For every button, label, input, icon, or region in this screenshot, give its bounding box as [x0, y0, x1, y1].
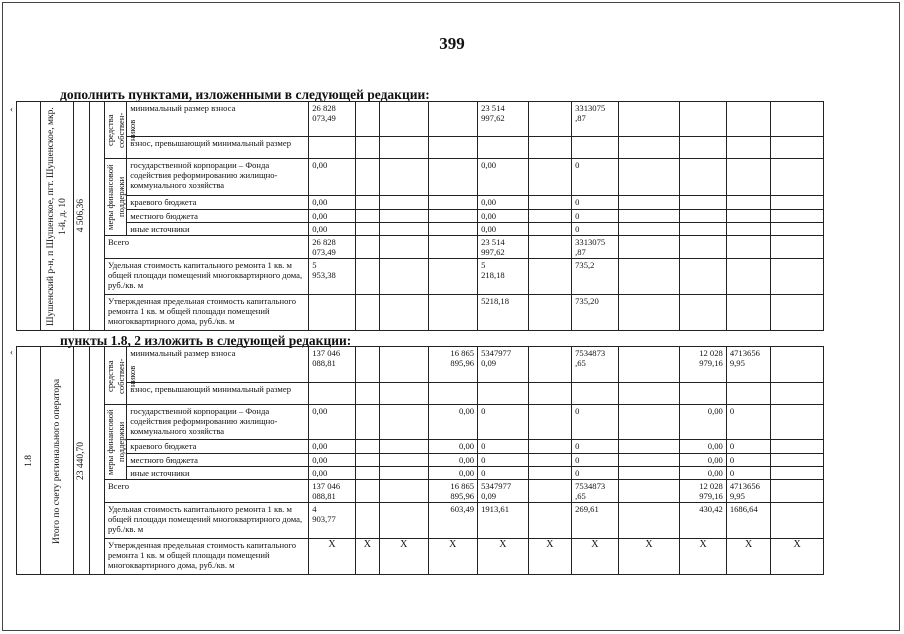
table-cell: [771, 102, 824, 137]
table-cell: 0,00: [309, 159, 356, 196]
row-label: Всего: [104, 480, 308, 503]
table-cell: [379, 480, 428, 503]
table-cell: [528, 102, 571, 137]
table-cell: 7534873 ,65: [572, 347, 619, 383]
table-cell: [680, 210, 727, 223]
table-cell: 0,00: [309, 196, 356, 210]
table-cell: [618, 383, 680, 405]
table-cell: [618, 196, 680, 210]
table-cell: 0: [478, 467, 529, 480]
row-label: Удельная стоимость капитального ремонта 1 кв. м общей площади помещений многоквартирного дома, руб./кв. м: [104, 503, 308, 539]
table-row: [17, 480, 824, 503]
table-cell: 23 514 997,62: [478, 236, 529, 259]
row-label: Всего: [104, 236, 308, 259]
table-cell: [379, 405, 428, 440]
table-cell: [771, 210, 824, 223]
table-cell: [680, 137, 727, 159]
table-cell: [528, 259, 571, 295]
table-row: [17, 223, 824, 236]
table-cell: [680, 383, 727, 405]
table-cell: 0,00: [428, 440, 478, 454]
table-cell: 0: [726, 467, 770, 480]
table-cell: [726, 102, 770, 137]
table-cell: 0,00: [680, 454, 727, 467]
table-cell: [528, 383, 571, 405]
table-cell: [428, 102, 478, 137]
table-cell: [355, 347, 379, 383]
table-cell: [771, 236, 824, 259]
item-number-cell: [17, 102, 41, 331]
table-cell: [726, 210, 770, 223]
table-cell: 735,2: [572, 259, 619, 295]
table-cell: [618, 347, 680, 383]
table-cell: [528, 480, 571, 503]
table-cell: 0: [572, 467, 619, 480]
row-label: минимальный размер взноса: [127, 102, 309, 137]
blank-cell: [89, 347, 104, 575]
table-cell: [355, 383, 379, 405]
table-cell: [528, 137, 571, 159]
table-cell: [572, 383, 619, 405]
table-cell: [618, 480, 680, 503]
table-cell: 0,00: [478, 223, 529, 236]
table-cell: 0: [572, 159, 619, 196]
row-label: местного бюджета: [127, 210, 309, 223]
table-cell: 0,00: [309, 467, 356, 480]
table-cell: [355, 196, 379, 210]
table-cell: [618, 159, 680, 196]
table-cell: [379, 383, 428, 405]
table-cell: 7534873 ,65: [572, 480, 619, 503]
row-label: Утвержденная предельная стоимость капитального ремонта 1 кв. м общей площади помещений многоквартирного дома, руб./кв. м: [104, 295, 308, 331]
table-cell: 5 953,38: [309, 259, 356, 295]
table-cell: 3313075 ,87: [572, 236, 619, 259]
table-cell: 0,00: [478, 159, 529, 196]
table-cell: [355, 102, 379, 137]
table-cell: [618, 405, 680, 440]
table-cell: [379, 210, 428, 223]
table-cell: [309, 137, 356, 159]
table-cell: [528, 223, 571, 236]
table-cell: [680, 259, 727, 295]
table-cell: 0,00: [680, 405, 727, 440]
table-cell: [618, 259, 680, 295]
address-cell: Шушенский р-н, п Шушенское, пгт. Шушенское, мкр. 1-й, д. 10: [41, 102, 73, 331]
table-cell: [771, 454, 824, 467]
table-cell: [771, 480, 824, 503]
table-cell: [618, 503, 680, 539]
row-label: взнос, превышающий минимальный размер: [127, 137, 309, 159]
table-cell: 603,49: [428, 503, 478, 539]
table-cell: [355, 480, 379, 503]
table-cell: 5218,18: [478, 295, 529, 331]
table-cell: [428, 196, 478, 210]
table-cell: [680, 295, 727, 331]
table-cell: [478, 383, 529, 405]
table-cell: 0,00: [478, 196, 529, 210]
table-cell: 16 865 895,96: [428, 347, 478, 383]
table-cell: X: [309, 539, 356, 575]
table-cell: [618, 102, 680, 137]
row-label: краевого бюджета: [127, 196, 309, 210]
table-cell: [680, 102, 727, 137]
table-cell: [528, 440, 571, 454]
table-cell: [618, 223, 680, 236]
row-label: краевого бюджета: [127, 440, 309, 454]
table-cell: 0: [726, 405, 770, 440]
table-cell: [428, 210, 478, 223]
row-label: минимальный размер взноса: [127, 347, 309, 383]
blank-cell: [89, 102, 104, 331]
table-cell: 0,00: [428, 467, 478, 480]
table-cell: [355, 236, 379, 259]
table-row: [17, 236, 824, 259]
table-cell: 0,00: [680, 440, 727, 454]
row-label: иные источники: [127, 467, 309, 480]
table-cell: 0,00: [309, 223, 356, 236]
table-cell: [428, 223, 478, 236]
table-cell: X: [618, 539, 680, 575]
table-cell: 0: [726, 454, 770, 467]
table-row: [17, 503, 824, 539]
table-cell: [355, 405, 379, 440]
table-cell: X: [726, 539, 770, 575]
table-cell: 4713656 9,95: [726, 347, 770, 383]
heading-items-1-8-2: пункты 1.8, 2 изложить в следующей редакции:: [60, 333, 352, 348]
table-cell: 0: [726, 440, 770, 454]
table-cell: [528, 405, 571, 440]
table-row: [17, 440, 824, 454]
table-cell: [478, 137, 529, 159]
table-cell: [726, 383, 770, 405]
table-cell: [428, 295, 478, 331]
table-cell: [572, 137, 619, 159]
table2-body: [17, 347, 824, 575]
table-items-1-8-2: [16, 346, 824, 575]
table-cell: [771, 503, 824, 539]
table-cell: 12 028 979,16: [680, 347, 727, 383]
group-own-funds: средства собствен-ников: [104, 102, 126, 159]
table-cell: [355, 159, 379, 196]
table-cell: 0,00: [309, 210, 356, 223]
table-cell: [379, 102, 428, 137]
table-add-items: [16, 101, 824, 331]
table-cell: [618, 454, 680, 467]
table-cell: [355, 454, 379, 467]
table-cell: X: [528, 539, 571, 575]
table-cell: [618, 137, 680, 159]
table-cell: [355, 259, 379, 295]
table-cell: [428, 236, 478, 259]
table-row: [17, 159, 824, 196]
table-cell: [771, 467, 824, 480]
area-cell: 4 506,36: [73, 102, 89, 331]
table-cell: 0,00: [428, 454, 478, 467]
table-cell: X: [771, 539, 824, 575]
table-cell: X: [428, 539, 478, 575]
table-cell: [379, 347, 428, 383]
table-cell: [528, 295, 571, 331]
table-row: [17, 295, 824, 331]
table-cell: 0: [572, 223, 619, 236]
table-cell: [379, 236, 428, 259]
table-cell: 269,61: [572, 503, 619, 539]
area-cell: 23 440,70: [73, 347, 89, 575]
table-row: [17, 102, 824, 137]
table-cell: 23 514 997,62: [478, 102, 529, 137]
table1-body: [17, 102, 824, 331]
table-cell: [618, 236, 680, 259]
table-cell: 0: [572, 210, 619, 223]
table-cell: X: [680, 539, 727, 575]
table-cell: [528, 347, 571, 383]
table-cell: [771, 383, 824, 405]
table-cell: [726, 259, 770, 295]
table-cell: [528, 210, 571, 223]
table-cell: [771, 223, 824, 236]
table-cell: X: [478, 539, 529, 575]
table-cell: 0,00: [680, 467, 727, 480]
table-row: [17, 405, 824, 440]
table-cell: [528, 503, 571, 539]
table-cell: [726, 236, 770, 259]
table-cell: 0: [478, 440, 529, 454]
table-cell: 0,00: [309, 454, 356, 467]
heading-add-items: дополнить пунктами, изложенными в следующей редакции:: [60, 87, 430, 102]
table-cell: [726, 159, 770, 196]
table-cell: [355, 223, 379, 236]
row-label: Удельная стоимость капитального ремонта 1 кв. м общей площади помещений многоквартирного дома, руб./кв. м: [104, 259, 308, 295]
table-cell: [771, 295, 824, 331]
table-cell: [726, 295, 770, 331]
group-financial-support: меры финансовой поддержки: [104, 159, 126, 236]
table-cell: X: [572, 539, 619, 575]
table-cell: [428, 383, 478, 405]
item-number-cell: 1.8: [17, 347, 41, 575]
table-cell: [618, 467, 680, 480]
table-cell: [355, 467, 379, 480]
table-cell: 0,00: [428, 405, 478, 440]
address-cell: Итого по счету регионального оператора: [41, 347, 73, 575]
table-cell: [379, 467, 428, 480]
table-cell: [309, 295, 356, 331]
row-label: государственной корпорации – Фонда содействия реформированию жилищно-коммунального хозяйства: [127, 159, 309, 196]
row-label: Утвержденная предельная стоимость капитального ремонта 1 кв. м общей площади помещений многоквартирного дома, руб./кв. м: [104, 539, 308, 575]
table-cell: [379, 159, 428, 196]
table-cell: [379, 503, 428, 539]
table-cell: 4 903,77: [309, 503, 356, 539]
table-cell: [680, 223, 727, 236]
table-cell: [528, 159, 571, 196]
table-cell: [355, 503, 379, 539]
table-cell: [771, 440, 824, 454]
table-cell: 5 218,18: [478, 259, 529, 295]
table-cell: 0,00: [478, 210, 529, 223]
table-cell: [379, 454, 428, 467]
table-cell: 5347977 0,09: [478, 347, 529, 383]
table-cell: [379, 295, 428, 331]
table-cell: [680, 196, 727, 210]
table-cell: [528, 467, 571, 480]
table-row: [17, 259, 824, 295]
table-cell: [528, 236, 571, 259]
table-cell: [771, 259, 824, 295]
table-cell: [618, 440, 680, 454]
table-cell: 12 028 979,16: [680, 480, 727, 503]
table-cell: [428, 259, 478, 295]
table-cell: [771, 137, 824, 159]
group-financial-support: меры финансовой поддержки: [104, 405, 126, 480]
margin-mark: ‹: [10, 104, 13, 114]
table-cell: [379, 440, 428, 454]
table-cell: 0: [478, 405, 529, 440]
table-cell: 137 046 088,81: [309, 480, 356, 503]
table-cell: 0,00: [309, 440, 356, 454]
table-cell: 4713656 9,95: [726, 480, 770, 503]
table-cell: [355, 210, 379, 223]
table-cell: 16 865 895,96: [428, 480, 478, 503]
table-cell: 0,00: [309, 405, 356, 440]
table-cell: 0: [572, 405, 619, 440]
table-cell: [680, 236, 727, 259]
table-row: [17, 454, 824, 467]
table-cell: 735,20: [572, 295, 619, 331]
table-cell: [618, 210, 680, 223]
table-cell: 430,42: [680, 503, 727, 539]
table-cell: [771, 347, 824, 383]
table-cell: [428, 137, 478, 159]
table-cell: [355, 440, 379, 454]
table-cell: [528, 454, 571, 467]
table-cell: [379, 259, 428, 295]
row-label: местного бюджета: [127, 454, 309, 467]
table-cell: [379, 196, 428, 210]
table-cell: [379, 137, 428, 159]
table-cell: 26 828 073,49: [309, 236, 356, 259]
table-cell: 0: [572, 196, 619, 210]
table-cell: [726, 137, 770, 159]
table-cell: 1686,64: [726, 503, 770, 539]
row-label: иные источники: [127, 223, 309, 236]
page-number: 399: [439, 34, 465, 53]
table-row: [17, 210, 824, 223]
table-cell: [355, 137, 379, 159]
table-cell: [680, 159, 727, 196]
table-row: [17, 467, 824, 480]
table-row: [17, 347, 824, 383]
table-cell: [355, 295, 379, 331]
table-cell: 137 046 088,81: [309, 347, 356, 383]
table-cell: [771, 405, 824, 440]
table-cell: 26 828 073,49: [309, 102, 356, 137]
table-cell: [309, 383, 356, 405]
table-row: [17, 196, 824, 210]
table-cell: X: [379, 539, 428, 575]
table-cell: 0: [478, 454, 529, 467]
table-cell: [618, 295, 680, 331]
row-label: взнос, превышающий минимальный размер: [127, 383, 309, 405]
table-cell: [771, 159, 824, 196]
table-cell: [726, 223, 770, 236]
table-cell: [771, 196, 824, 210]
table-cell: 5347977 0,09: [478, 480, 529, 503]
table-row: [17, 539, 824, 575]
table-cell: 1913,61: [478, 503, 529, 539]
table-cell: [379, 223, 428, 236]
table-cell: [528, 196, 571, 210]
table-cell: [726, 196, 770, 210]
table-cell: [428, 159, 478, 196]
table-cell: 0: [572, 440, 619, 454]
row-label: государственной корпорации – Фонда содействия реформированию жилищно-коммунального хозяйства: [127, 405, 309, 440]
table-cell: 0: [572, 454, 619, 467]
group-own-funds: средства собствен-ников: [104, 347, 126, 405]
margin-mark: ‹: [10, 347, 13, 357]
table-cell: X: [355, 539, 379, 575]
table-cell: 3313075 ,87: [572, 102, 619, 137]
